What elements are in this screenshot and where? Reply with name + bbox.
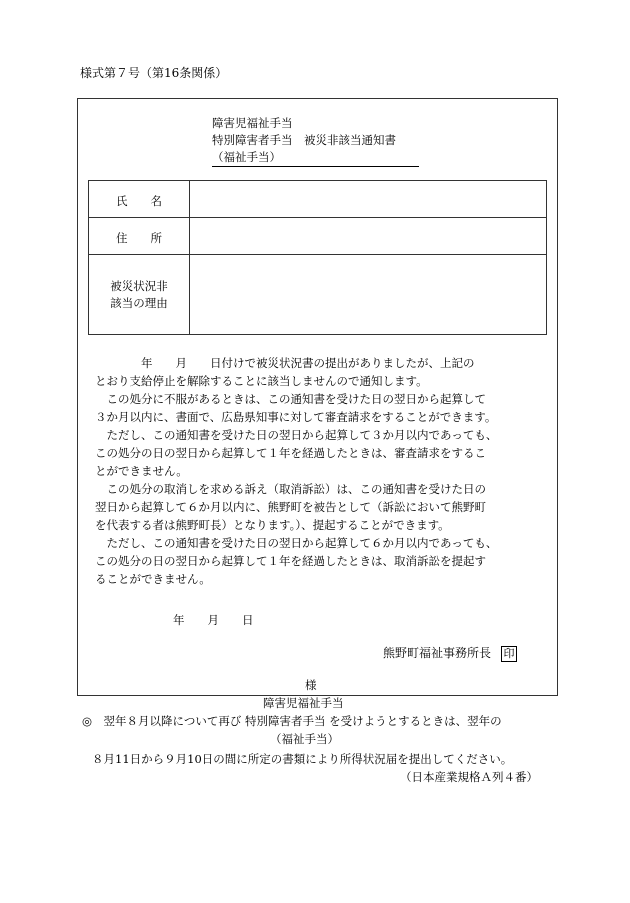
issuer-line xyxy=(383,644,517,662)
body-line: ただし、この通知書を受けた日の翌日から起算して３か月以内であっても、 xyxy=(95,428,498,442)
reason-label: 被災状況非 該当の理由 xyxy=(110,279,168,310)
title-line-3: （福祉手当） xyxy=(212,149,419,167)
title-line-1: 障害児福祉手当 xyxy=(212,116,293,130)
footer-allowance-3: （福祉手当） xyxy=(270,732,339,746)
issuer-name: 熊野町福祉事務所長 xyxy=(383,646,492,660)
seal-stamp: 印 xyxy=(501,646,517,662)
recipient-table xyxy=(88,180,547,335)
form-number: 様式第７号（第16条関係） xyxy=(80,66,228,80)
body-line: 翌日から起算して６か月以内に、熊野町を被告として（訴訟において熊野町 xyxy=(95,500,486,514)
body-line: とができません。 xyxy=(95,464,188,478)
body-line: 年 月 日付けで被災状況書の提出がありましたが、上記の xyxy=(95,356,475,370)
body-line: を代表する者は熊野町長）となります。）、提起することができます。 xyxy=(95,518,450,532)
body-line: この処分に不服があるときは、この通知書を受けた日の翌日から起算して xyxy=(95,392,486,406)
notice-body xyxy=(95,354,497,588)
body-line: ることができません。 xyxy=(95,572,211,586)
footer-allowance-2: 特別障害者手当 xyxy=(244,714,326,728)
body-line: この処分の日の翌日から起算して１年を経過したときは、取消訴訟を提起す xyxy=(95,554,486,568)
footer-allowance-1: 障害児福祉手当 xyxy=(263,696,344,710)
addressee-suffix: 様 xyxy=(305,678,317,692)
body-line: ３か月以内に、書面で、広島県知事に対して審査請求をすることができます。 xyxy=(95,410,497,424)
body-line: ただし、この通知書を受けた日の翌日から起算して６か月以内であっても、 xyxy=(95,536,498,550)
note-mark: ◎ xyxy=(82,714,93,728)
body-line: とおり支給停止を解除することに該当しませんので通知します。 xyxy=(95,374,428,388)
body-line: この処分の日の翌日から起算して１年を経過したときは、審査請求をするこ xyxy=(95,446,486,460)
issue-date: 年 月 日 xyxy=(173,613,254,627)
document-title xyxy=(212,115,419,167)
body-line: この処分の取消しを求める訴え（取消訴訟）は、この通知書を受けた日の xyxy=(95,482,486,496)
paper-spec: （日本産業規格Ａ列４番） xyxy=(400,770,538,784)
title-line-2: 特別障害者手当 被災非該当通知書 xyxy=(212,133,396,147)
address-label: 住 所 xyxy=(116,231,162,245)
footer-note-line-1: ◎ 翌年８月以降について再び 特別障害者手当 を受けようとするときは、翌年の xyxy=(82,714,502,728)
footer-note-line-2: ８月11日から９月10日の間に所定の書類により所得状況届を提出してください。 xyxy=(92,752,513,766)
name-label: 氏 名 xyxy=(116,194,162,208)
